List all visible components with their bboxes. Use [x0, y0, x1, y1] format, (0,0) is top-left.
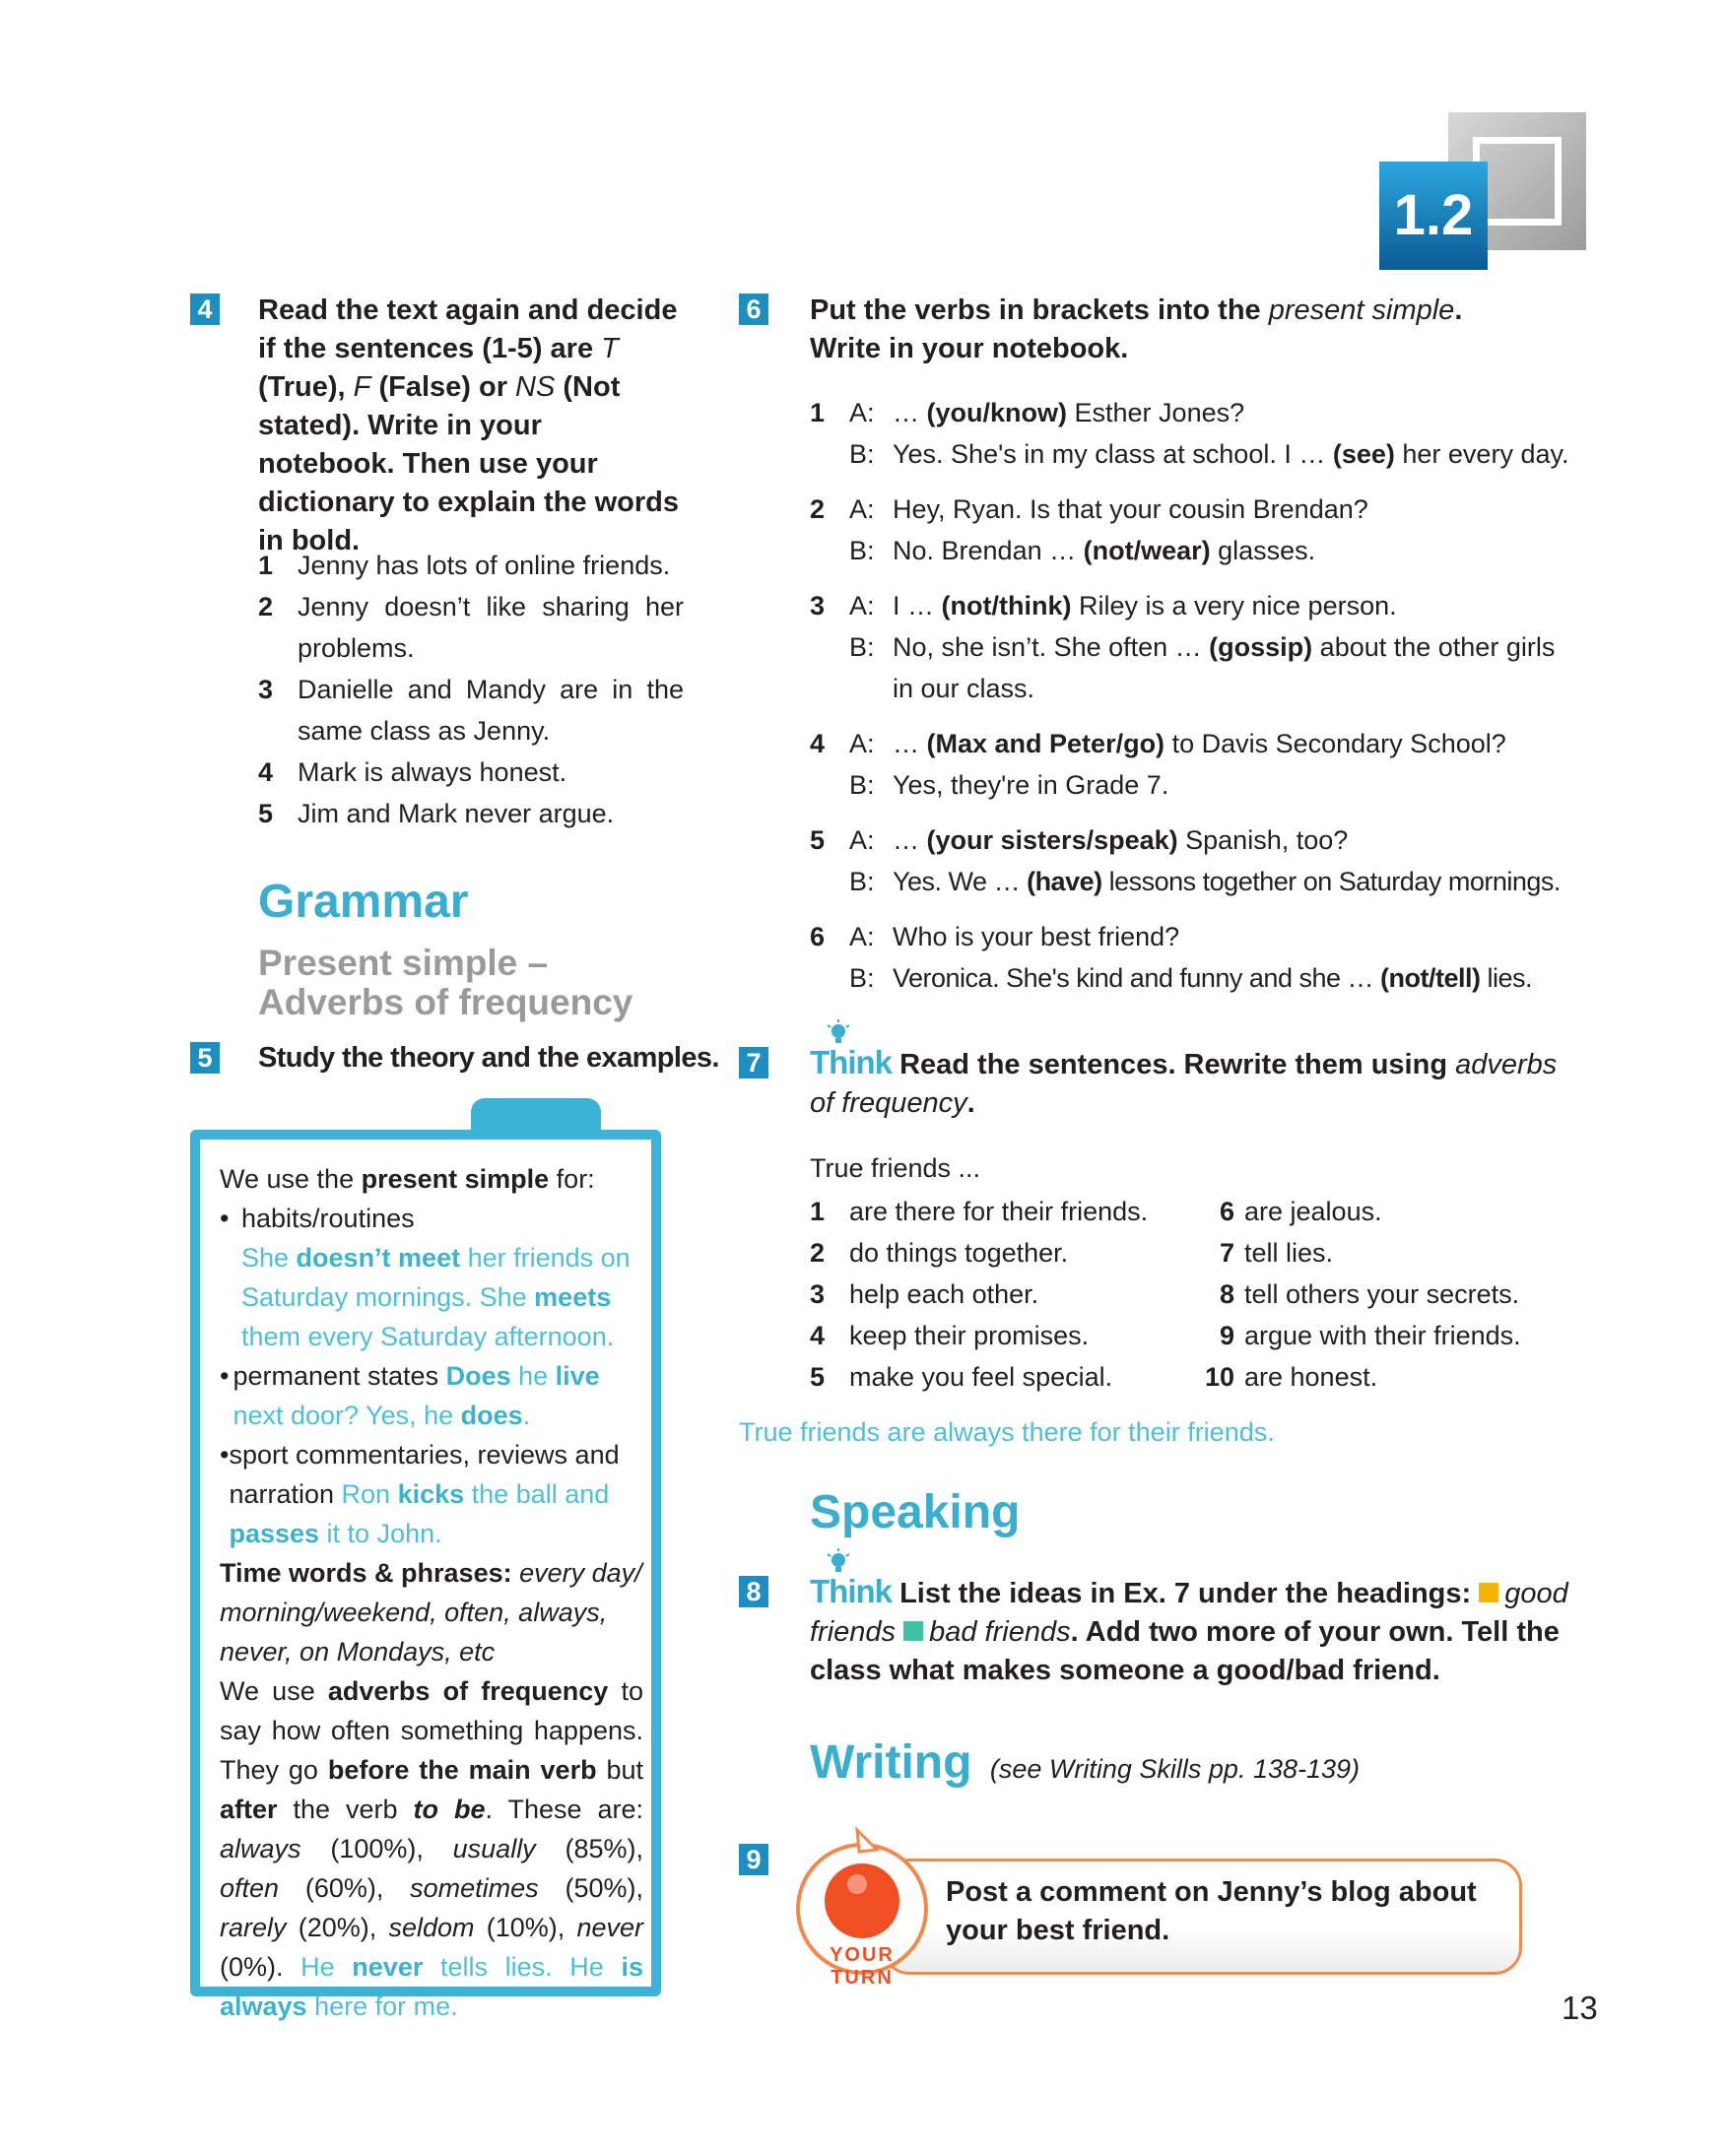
speaking-heading: Speaking — [810, 1486, 1021, 1538]
grammar-subheading: Present simple – Adverbs of frequency — [258, 943, 633, 1022]
theory-time-words: Time words & phrases: every day/ morning/weekend, often, always, never, on Mondays, etc — [220, 1558, 642, 1666]
exercise-4-list — [258, 545, 684, 834]
exercise-number: 5 — [190, 1042, 220, 1074]
list-item: 9 argue with their friends. — [1219, 1321, 1521, 1350]
list-item: 2 Jenny doesn’t like sharing her problems. — [258, 592, 684, 663]
list-item: 1 are there for their friends. — [810, 1197, 1149, 1226]
exercise-8-instruction: Think List the ideas in Ex. 7 under the headings: good friends bad friends. Add two more of your own. Tell the class what makes someone a good/bad friend. — [810, 1573, 1568, 1686]
list-item: 10 are honest. — [1204, 1362, 1378, 1392]
dialogue-item: 6 A: Who is your best friend? B: Veronica. She's kind and funny and she … (not/tell) lies. — [810, 922, 1533, 993]
list-item: 7 tell lies. — [1219, 1238, 1334, 1268]
list-item: 8 tell others your secrets. — [1219, 1279, 1520, 1309]
list-item: 5 Jim and Mark never argue. — [258, 799, 615, 828]
list-item: 4 keep their promises. — [810, 1321, 1090, 1350]
exercise-7-right-list — [1189, 1191, 1583, 1398]
exercise-7-left-list — [810, 1191, 1204, 1398]
dialogue-item: 3 A: I … (not/think) Riley is a very nice person. B: No, she isn’t. She often … (gossip) about the other girls in our class. — [810, 591, 1556, 703]
exercise-6-dialogues — [810, 392, 1578, 999]
dialogue-item: 5 A: … (your sisters/speak) Spanish, too? B: Yes. We … (have) lessons together on Saturday mornings. — [810, 825, 1561, 896]
theory-bullet: • permanent states Does he live next door? Yes, he does. — [220, 1361, 600, 1430]
exercise-9-text: Post a comment on Jenny’s blog about your best friend. — [946, 1876, 1477, 1946]
good-square-icon — [1479, 1583, 1498, 1602]
exercise-7-example: True friends are always there for their friends. — [739, 1417, 1275, 1447]
dialogue-item: 2 A: Hey, Ryan. Is that your cousin Brendan? B: No. Brendan … (not/wear) glasses. — [810, 494, 1368, 565]
unit-badge — [1379, 112, 1586, 270]
exercise-number: 8 — [739, 1576, 768, 1607]
list-item: 5 make you feel special. — [810, 1362, 1113, 1392]
list-item: 2 do things together. — [810, 1238, 1069, 1268]
exercise-4-instruction: Read the text again and decide if the sentences (1-5) are T (True), F (False) or NS (Not stated). Write in your notebook. Then use your dictionary to explain the words in bold. — [258, 294, 680, 556]
list-item: 6 are jealous. — [1219, 1197, 1382, 1226]
exercise-number: 4 — [190, 294, 220, 325]
exercise-7-lead: True friends ... — [810, 1153, 981, 1183]
page-number: 13 — [1562, 1990, 1598, 2026]
your-turn-icon — [788, 1820, 936, 1989]
your-turn-label: YOUR TURN — [830, 1944, 895, 1989]
theory-bullet: • habits/routines — [220, 1204, 415, 1233]
theory-box — [190, 1130, 661, 2021]
list-item: 3 help each other. — [810, 1279, 1039, 1309]
exercise-5-instruction: Study the theory and the examples. — [258, 1042, 719, 1074]
theory-adverbs: We use adverbs of frequency to say how often something happens. They go before the main verb but after the verb to be. These are: always (100%), usually (85%), often (60%), sometimes (50%), rarely (20%), seldom (10%), never (0%). He never tells lies. He is always here for me. — [220, 1676, 644, 2021]
theory-bullet: • sport commentaries, reviews and narration Ron kicks the ball and passes it to John. — [220, 1440, 620, 1548]
exercise-number: 6 — [739, 294, 768, 325]
bad-square-icon — [903, 1621, 923, 1641]
writing-heading-row — [810, 1735, 1360, 1790]
dialogue-item: 1 A: … (you/know) Esther Jones? B: Yes. She's in my class at school. I … (see) her every day. — [810, 398, 1569, 469]
unit-number: 1.2 — [1379, 162, 1488, 270]
dialogue-item: 4 A: … (Max and Peter/go) to Davis Secondary School? B: Yes, they're in Grade 7. — [810, 729, 1506, 800]
writing-heading: Writing — [810, 1736, 972, 1789]
exercise-number: 9 — [739, 1844, 768, 1875]
grammar-heading: Grammar — [258, 876, 469, 928]
list-item: 3 Danielle and Mandy are in the same class as Jenny. — [258, 675, 684, 746]
exercise-6-instruction: Put the verbs in brackets into the present simple. Write in your notebook. — [810, 294, 1463, 364]
exercise-7-instruction: Think Read the sentences. Rewrite them using adverbs of frequency. — [810, 1044, 1558, 1119]
exercise-number: 7 — [739, 1047, 768, 1078]
theory-intro: We use the present simple for: — [220, 1164, 595, 1194]
theory-example: She doesn’t meet her friends on Saturday mornings. She meets them every Saturday afternoon. — [241, 1243, 631, 1351]
list-item: 1 Jenny has lots of online friends. — [258, 551, 671, 580]
writing-reference: (see Writing Skills pp. 138-139) — [989, 1754, 1361, 1784]
list-item: 4 Mark is always honest. — [258, 757, 567, 787]
